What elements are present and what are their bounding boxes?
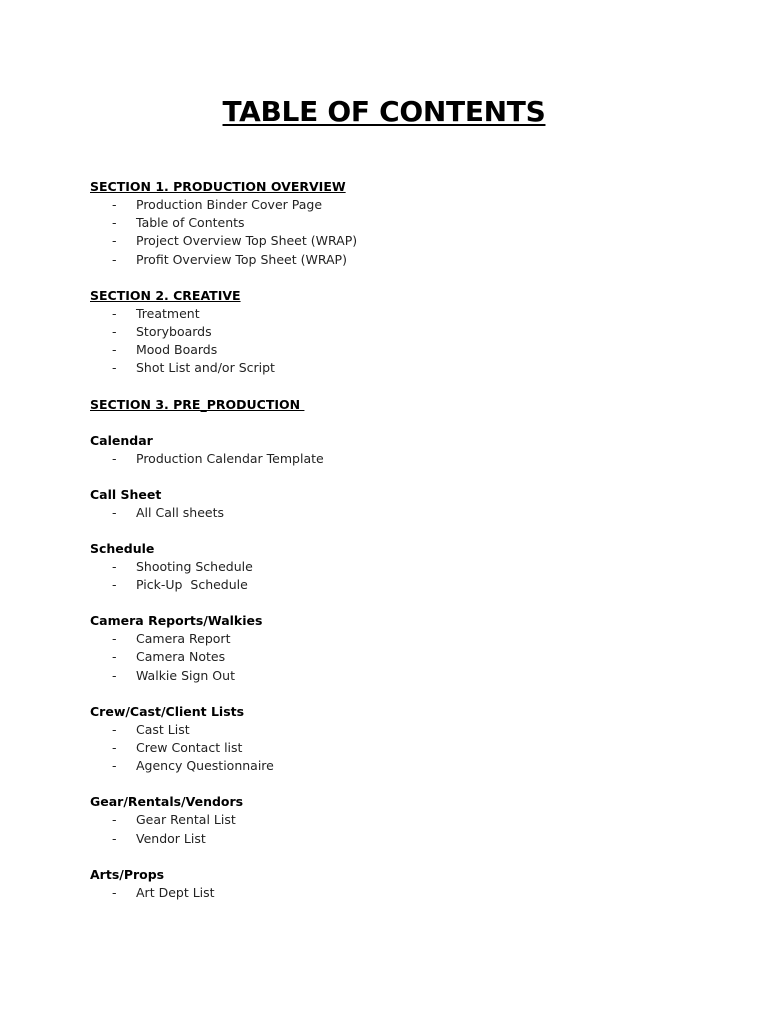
toc-item [90, 739, 730, 757]
toc-item [90, 196, 730, 214]
toc-item [90, 251, 730, 269]
toc-content [90, 178, 730, 920]
toc-item-label: Shot List and/or Script [136, 360, 275, 376]
toc-item-label: Camera Report [136, 631, 231, 647]
toc-item-label: Art Dept List [136, 884, 215, 900]
dash-bullet: - [112, 631, 117, 647]
toc-item-label: Table of Contents [136, 215, 245, 231]
subsection-heading: Camera Reports/Walkies [90, 613, 263, 629]
dash-bullet: - [112, 450, 117, 466]
page-title: TABLE OF CONTENTS [222, 95, 546, 128]
dash-bullet: - [112, 758, 117, 774]
toc-section-pre-production [90, 396, 730, 414]
toc-item-label: Crew Contact list [136, 740, 243, 755]
toc-item-label: Project Overview Top Sheet (WRAP) [136, 233, 358, 249]
toc-item [90, 359, 730, 377]
toc-item [90, 305, 730, 323]
toc-item [90, 558, 730, 576]
dash-bullet: - [112, 667, 117, 683]
toc-item [90, 721, 730, 739]
toc-item-label: Storyboards [136, 323, 212, 339]
toc-item [90, 341, 730, 359]
toc-item-label: Shooting Schedule [136, 558, 253, 574]
dash-bullet: - [112, 233, 117, 249]
toc-item [90, 232, 730, 250]
dash-bullet: - [112, 884, 117, 900]
toc-item-label: Production Binder Cover Page [136, 197, 323, 212]
section-heading: SECTION 3. PRE_PRODUCTION [90, 396, 305, 412]
toc-item-label: Production Calendar Template [136, 450, 324, 466]
dash-bullet: - [112, 830, 117, 846]
toc-item-label: Pick-Up Schedule [136, 577, 248, 593]
toc-subsection-gear-rentals-vendors [90, 793, 730, 847]
dash-bullet: - [112, 649, 117, 665]
toc-item [90, 884, 730, 902]
subsection-heading: Crew/Cast/Client Lists [90, 703, 245, 719]
toc-item-list [90, 305, 730, 378]
toc-item-label: Vendor List [136, 830, 206, 846]
toc-item-label: Walkie Sign Out [136, 667, 235, 683]
toc-item [90, 757, 730, 775]
toc-item [90, 214, 730, 232]
toc-item-label: All Call sheets [136, 504, 225, 520]
toc-subsection-schedule [90, 540, 730, 594]
subsection-heading: Arts/Props [90, 866, 165, 882]
dash-bullet: - [112, 558, 117, 574]
subsection-heading: Gear/Rentals/Vendors [90, 794, 244, 810]
toc-subsection-crew-cast-client [90, 703, 730, 776]
dash-bullet: - [112, 251, 117, 267]
toc-item-label: Treatment [136, 305, 200, 321]
toc-item [90, 450, 730, 468]
toc-item-label: Agency Questionnaire [136, 758, 274, 774]
toc-item [90, 576, 730, 594]
toc-item-list [90, 884, 730, 902]
toc-item-label: Profit Overview Top Sheet (WRAP) [136, 251, 347, 267]
toc-item-label: Mood Boards [136, 342, 218, 358]
toc-item-list [90, 450, 730, 468]
toc-item-list [90, 558, 730, 594]
toc-item [90, 648, 730, 666]
toc-subsection-call-sheet [90, 486, 730, 522]
subsection-heading: Call Sheet [90, 486, 162, 502]
toc-item-label: Gear Rental List [136, 812, 236, 828]
toc-item [90, 323, 730, 341]
toc-item-list [90, 504, 730, 522]
toc-subsection-calendar [90, 432, 730, 468]
dash-bullet: - [112, 721, 117, 737]
dash-bullet: - [112, 323, 117, 339]
toc-section-production-overview [90, 178, 730, 269]
dash-bullet: - [112, 197, 117, 212]
dash-bullet: - [112, 812, 117, 828]
toc-subsection-arts-props [90, 866, 730, 902]
dash-bullet: - [112, 504, 117, 520]
toc-item-list [90, 811, 730, 847]
toc-section-creative [90, 287, 730, 378]
toc-item [90, 667, 730, 685]
dash-bullet: - [112, 215, 117, 231]
toc-item-list [90, 721, 730, 776]
toc-item-list [90, 196, 730, 269]
section-heading: SECTION 1. PRODUCTION OVERVIEW [90, 179, 346, 194]
dash-bullet: - [112, 305, 117, 321]
toc-item-label: Camera Notes [136, 649, 226, 665]
subsection-heading: Calendar [90, 432, 153, 448]
toc-item [90, 811, 730, 829]
dash-bullet: - [112, 740, 117, 755]
section-heading: SECTION 2. CREATIVE [90, 287, 241, 303]
dash-bullet: - [112, 577, 117, 593]
toc-item [90, 504, 730, 522]
toc-item-label: Cast List [136, 721, 190, 737]
toc-item [90, 630, 730, 648]
subsection-heading: Schedule [90, 540, 155, 556]
dash-bullet: - [112, 360, 117, 376]
toc-item [90, 830, 730, 848]
toc-item-list [90, 630, 730, 685]
toc-subsection-camera-reports [90, 612, 730, 685]
dash-bullet: - [112, 342, 117, 358]
